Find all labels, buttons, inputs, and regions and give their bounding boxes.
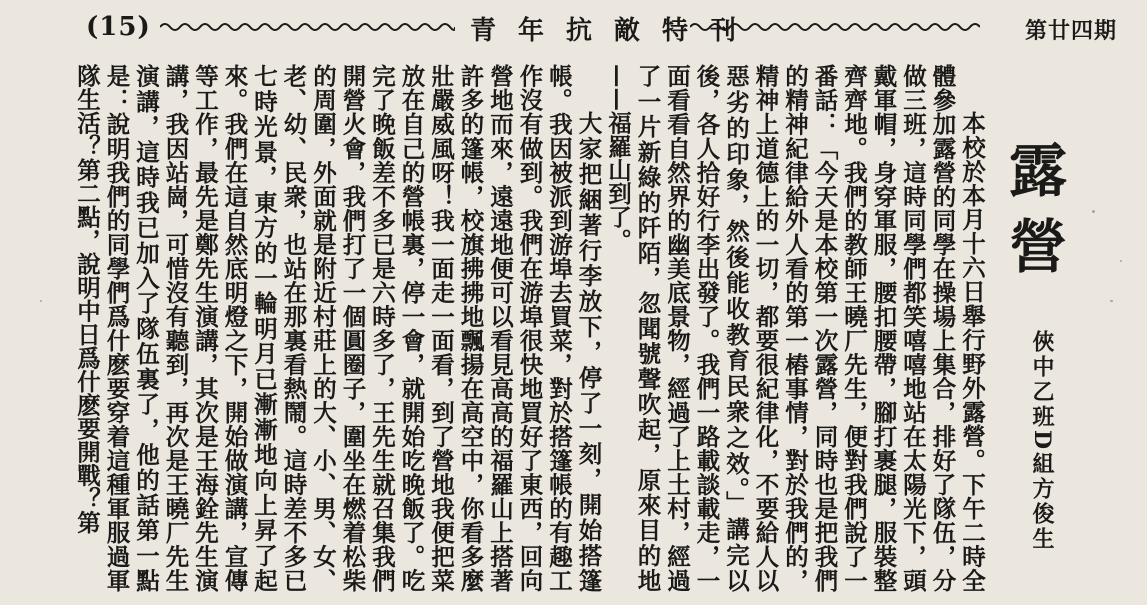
paragraph: 本校於本月十六日舉行野外露營。下午二時全體參加露營的同學在操場上集合，排好了隊伍，分做三班，這時同學們都笑嘻嘻地站在太陽光下，頭戴軍帽，身穿軍服，腰扣腰帶，腳打裹腿，服裝整齊齊地。我們的教師王曉厂先生，便對我們說了一番話：「今天是本校第一次露營，同時也是把我們的精神紀律給外人看的第一樁事情，對於我們的，精神上道德上的一切，都要很紀律化，不要給人以惡劣的印象，然後能收教育民衆之效。」講完以後，各人拾好行李出發了。我們一路載談載走，一面看看自然界的幽美底景物，經過了上土村，經過了一片新綠的阡陌，忽聞號聲吹起，原來目的地——福羅山到了。 xyxy=(604,64,986,592)
article-title: 露營 xyxy=(999,140,1067,292)
header-rule-right xyxy=(690,20,980,34)
paper-speck xyxy=(1110,300,1113,302)
publication-title: 青年抗敵特刊 xyxy=(470,16,759,46)
paper-speck xyxy=(40,300,42,302)
page-header xyxy=(0,0,1147,62)
paper-speck xyxy=(1092,210,1095,213)
article-body xyxy=(66,64,986,592)
issue-number: 第廿四期 xyxy=(1024,18,1117,44)
article-byline: 俠中乙班D組方俊生 xyxy=(1029,330,1055,553)
header-rule-left xyxy=(160,20,455,34)
paragraph: 大家把綑著行李放下，停了一刻，開始搭篷帳。我因被派到游埠去買菜，對於搭篷帳的有趣工作沒有做到。我們在游埠很快地買好了東西，回向營地而來，遠遠地便可以看見高高的福羅山上搭著許多的篷帳，校旗拂拂地飄揚在高空中，你看多麼壯嚴威風呀！我一面走一面看，到了營地我便把菜放在自己的營帳裏，停一會，就開始吃晚飯了。吃完了晚飯差不多已是六時多了，王先生就召集我們開營火會，我們打了一個圓圈子，圍坐在燃着松柴的周圍，外面就是附近村莊上的大、小、男、女、老、幼、民衆，也站在那裏看熱鬧。這時差不多已七時光景，東方的一輪明月已漸漸地向上昇了起來。我們在這自然底明燈之下，開始做演講，宣傳等工作，最先是鄭先生演講，其次是王海銓先生演講，我因站崗，可惜沒有聽到，再次是王曉厂先生演講，這時我已加入了隊伍裏了，他的話第一點是：說明我們的同學們爲什麽要穿着這種軍服過軍隊生活？第二點，說明中日爲什麽要開戰？第 xyxy=(73,64,603,592)
page-number: (15) xyxy=(86,12,151,42)
paper-speck xyxy=(1120,260,1122,262)
